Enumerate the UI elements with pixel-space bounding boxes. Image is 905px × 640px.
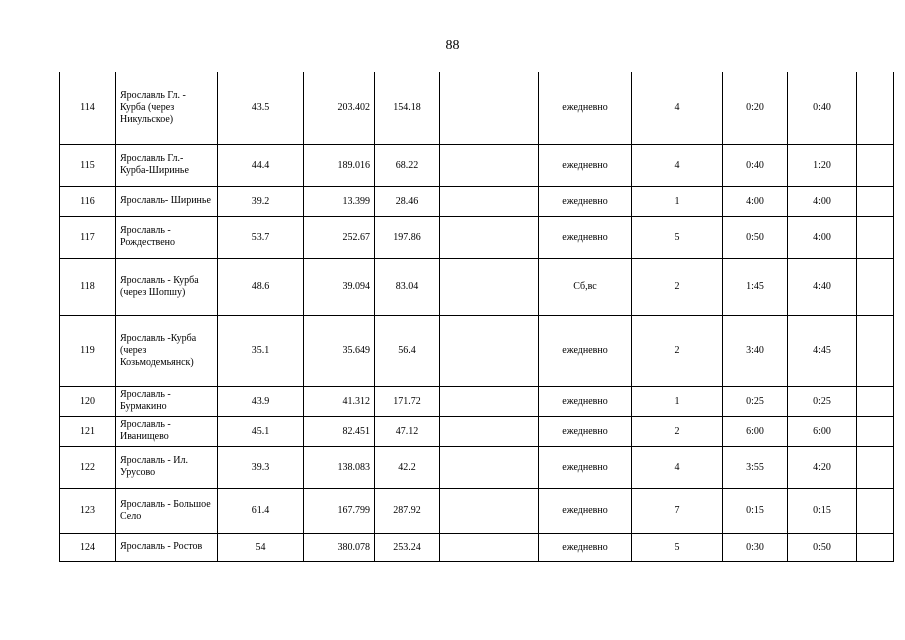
empty-cell [440,446,539,488]
route-name: Ярославль - Рождествено [116,216,218,258]
days-cell: ежедневно [539,216,632,258]
empty-cell [440,216,539,258]
trips-cell: 2 [632,315,723,386]
route-name: Ярославль Гл.- Курба-Ширинье [116,144,218,186]
km-cell: 252.67 [304,216,375,258]
days-cell: ежедневно [539,72,632,144]
route-name: Ярославль - Бурмакино [116,386,218,416]
table-row [60,186,894,216]
trips-cell: 2 [632,258,723,315]
trips-cell: 1 [632,186,723,216]
trips-cell: 7 [632,488,723,533]
route-name: Ярославль -Курба (через Козьмодемьянск) [116,315,218,386]
km-cell: 82.451 [304,416,375,446]
trips-cell: 2 [632,416,723,446]
days-cell: ежедневно [539,488,632,533]
days-cell: ежедневно [539,386,632,416]
value-cell: 197.86 [375,216,440,258]
time-from-cell: 3:55 [723,446,788,488]
time-from-cell: 0:25 [723,386,788,416]
value-cell: 154.18 [375,72,440,144]
days-cell: ежедневно [539,446,632,488]
route-number: 114 [60,72,116,144]
km-cell: 189.016 [304,144,375,186]
time-to-cell: 4:40 [788,258,857,315]
empty-cell [440,258,539,315]
table-row [60,386,894,416]
value-cell: 253.24 [375,533,440,561]
time-from-cell: 0:20 [723,72,788,144]
time-from-cell: 1:45 [723,258,788,315]
route-name: Ярославль - Ил. Урусово [116,446,218,488]
table-row [60,315,894,386]
empty-cell [440,386,539,416]
trips-cell: 4 [632,446,723,488]
route-name: Ярославль - Иванищево [116,416,218,446]
days-cell: ежедневно [539,144,632,186]
time-to-cell: 0:15 [788,488,857,533]
distance-cell: 54 [218,533,304,561]
value-cell: 83.04 [375,258,440,315]
route-name: Ярославль- Ширинье [116,186,218,216]
time-from-cell: 6:00 [723,416,788,446]
days-cell: ежедневно [539,533,632,561]
days-cell: ежедневно [539,416,632,446]
extra-cell [857,533,894,561]
empty-cell [440,315,539,386]
time-to-cell: 4:20 [788,446,857,488]
time-from-cell: 4:00 [723,186,788,216]
table-row [60,446,894,488]
extra-cell [857,488,894,533]
time-to-cell: 0:25 [788,386,857,416]
table-row [60,216,894,258]
extra-cell [857,386,894,416]
extra-cell [857,186,894,216]
value-cell: 42.2 [375,446,440,488]
route-number: 123 [60,488,116,533]
trips-cell: 5 [632,216,723,258]
extra-cell [857,216,894,258]
value-cell: 68.22 [375,144,440,186]
days-cell: ежедневно [539,315,632,386]
distance-cell: 43.9 [218,386,304,416]
distance-cell: 53.7 [218,216,304,258]
route-name: Ярославль - Большое Село [116,488,218,533]
route-number: 122 [60,446,116,488]
km-cell: 167.799 [304,488,375,533]
time-from-cell: 0:50 [723,216,788,258]
extra-cell [857,72,894,144]
table-row [60,416,894,446]
trips-cell: 5 [632,533,723,561]
route-number: 121 [60,416,116,446]
route-number: 120 [60,386,116,416]
extra-cell [857,144,894,186]
time-from-cell: 0:40 [723,144,788,186]
empty-cell [440,533,539,561]
km-cell: 35.649 [304,315,375,386]
page-number: 88 [445,38,460,53]
extra-cell [857,315,894,386]
table-row [60,533,894,561]
route-number: 119 [60,315,116,386]
empty-cell [440,488,539,533]
time-to-cell: 4:00 [788,216,857,258]
extra-cell [857,416,894,446]
trips-cell: 4 [632,72,723,144]
route-name: Ярославль - Курба (через Шопшу) [116,258,218,315]
distance-cell: 39.2 [218,186,304,216]
table-row [60,258,894,315]
value-cell: 47.12 [375,416,440,446]
days-cell: ежедневно [539,186,632,216]
distance-cell: 61.4 [218,488,304,533]
route-name: Ярославль - Ростов [116,533,218,561]
value-cell: 56.4 [375,315,440,386]
km-cell: 41.312 [304,386,375,416]
days-cell: Сб,вс [539,258,632,315]
km-cell: 39.094 [304,258,375,315]
km-cell: 380.078 [304,533,375,561]
route-number: 117 [60,216,116,258]
distance-cell: 48.6 [218,258,304,315]
distance-cell: 35.1 [218,315,304,386]
table-row [60,72,894,144]
extra-cell [857,258,894,315]
route-name: Ярославль Гл. - Курба (через Никульское) [116,72,218,144]
route-number: 115 [60,144,116,186]
distance-cell: 39.3 [218,446,304,488]
empty-cell [440,144,539,186]
distance-cell: 43.5 [218,72,304,144]
value-cell: 28.46 [375,186,440,216]
route-number: 124 [60,533,116,561]
route-number: 118 [60,258,116,315]
empty-cell [440,72,539,144]
time-to-cell: 0:50 [788,533,857,561]
time-from-cell: 0:15 [723,488,788,533]
time-to-cell: 0:40 [788,72,857,144]
time-from-cell: 3:40 [723,315,788,386]
time-to-cell: 1:20 [788,144,857,186]
value-cell: 171.72 [375,386,440,416]
empty-cell [440,186,539,216]
time-to-cell: 4:45 [788,315,857,386]
route-number: 116 [60,186,116,216]
table-row [60,144,894,186]
time-to-cell: 4:00 [788,186,857,216]
time-from-cell: 0:30 [723,533,788,561]
time-to-cell: 6:00 [788,416,857,446]
km-cell: 203.402 [304,72,375,144]
table-row [60,488,894,533]
trips-cell: 1 [632,386,723,416]
routes-table [59,72,894,562]
value-cell: 287.92 [375,488,440,533]
extra-cell [857,446,894,488]
distance-cell: 44.4 [218,144,304,186]
trips-cell: 4 [632,144,723,186]
km-cell: 138.083 [304,446,375,488]
empty-cell [440,416,539,446]
km-cell: 13.399 [304,186,375,216]
distance-cell: 45.1 [218,416,304,446]
